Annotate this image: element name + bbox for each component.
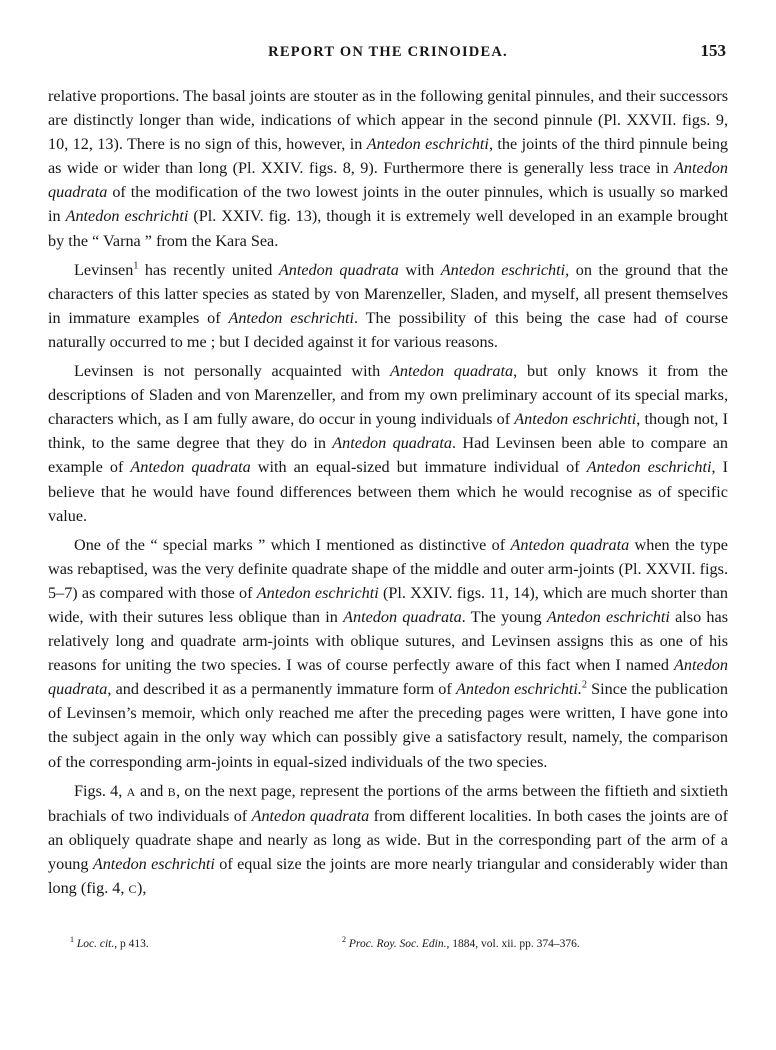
footnote-ref-1: 1 bbox=[133, 260, 139, 272]
body-text bbox=[48, 84, 728, 901]
footnote-1: $^1$ Loc. cit., p 413. bbox=[70, 935, 149, 950]
paragraph-5: Figs. 4, A and B, on the next page, represent the portions of the arms between the fiftieth and sixtieth brachials of two individuals of Antedon quadrata from different localities. In both cases the joints are of an obliquely quadrate shape and nearly as long as wide. But in the corresponding part of the arm of a young Antedon eschrichti of equal size the joints are more nearly triangular and considerably wider than long (fig. 4, C), bbox=[48, 781, 728, 897]
running-head: REPORT ON THE CRINOIDEA. bbox=[268, 44, 508, 60]
paragraph-4: One of the “ special marks ” which I mentioned as distinctive of Antedon quadrata when the type was rebaptised, was the very definite quadrate shape of the middle and outer arm-joints (Pl. XXVII. figs. 5–7) as compared with those of Antedon eschrichti (Pl. XXIV. figs. 11, 14), which are much shorter than wide, with their sutures less oblique than in Antedon quadrata. The young Antedon eschrichti also has relatively long and quadrate arm-joints with oblique sutures, and Levinsen assigns this as one of his reasons for uniting the two species. I was of course perfectly aware of this fact when I named Antedon quadrata, and described it as a permanently immature form of Antedon eschrichti.$^2$ Since the publication of Levinsen’s memoir, which only reached me after the preceding pages were written, I have gone into the subject again in the only way which can possibly give a satisfactory result, namely, the comparison of the corresponding arm-joints in equal-sized individuals of the two species. bbox=[48, 535, 729, 771]
paragraph-1: relative proportions. The basal joints are stouter as in the following genital pinnules, and their successors are distinctly longer than wide, indications of which appear in the second pinnule (Pl. XXVII. figs. 9, 10, 12, 13). There is no sign of this, however, in Antedon eschrichti, the joints of the third pinnule being as wide or wider than long (Pl. XXIV. figs. 8, 9). Furthermore there is generally less trace in Antedon quadrata of the modification of the two lowest joints in the outer pinnules, which is usually so marked in Antedon eschrichti (Pl. XXIV. fig. 13), though it is extremely well developed in an example brought by the “ Varna ” from the Kara Sea. bbox=[48, 87, 729, 250]
paragraph-3: Levinsen is not personally acquainted with Antedon quadrata, but only knows it from the descriptions of Sladen and von Marenzeller, and from my own preliminary account of its special marks, characters which, as I am fully aware, do occur in young individuals of Antedon eschrichti, though not, I think, to the same degree that they do in Antedon quadrata. Had Levinsen been able to compare an example of Antedon quadrata with an equal-sized but immature individual of Antedon eschrichti, I believe that he would have found differences between them which he would recognise as of specific value. bbox=[48, 362, 729, 525]
page bbox=[48, 38, 728, 906]
footnote-2: $^2$ Proc. Roy. Soc. Edin., 1884, vol. xii. pp. 374–376. bbox=[342, 935, 580, 950]
page-number: 153 bbox=[700, 41, 726, 60]
paragraph-2: Levinsen$^1$ has recently united Antedon quadrata with Antedon eschrichti, on the ground that the characters of this latter species as stated by von Marenzeller, Sladen, and myself, all present themselves in immature examples of Antedon eschrichti. The possibility of this being the case had of course naturally occurred to me ; but I decided against it for various reasons. bbox=[48, 260, 729, 351]
footnote-ref-2: 2 bbox=[581, 679, 587, 691]
page-header bbox=[48, 38, 728, 74]
